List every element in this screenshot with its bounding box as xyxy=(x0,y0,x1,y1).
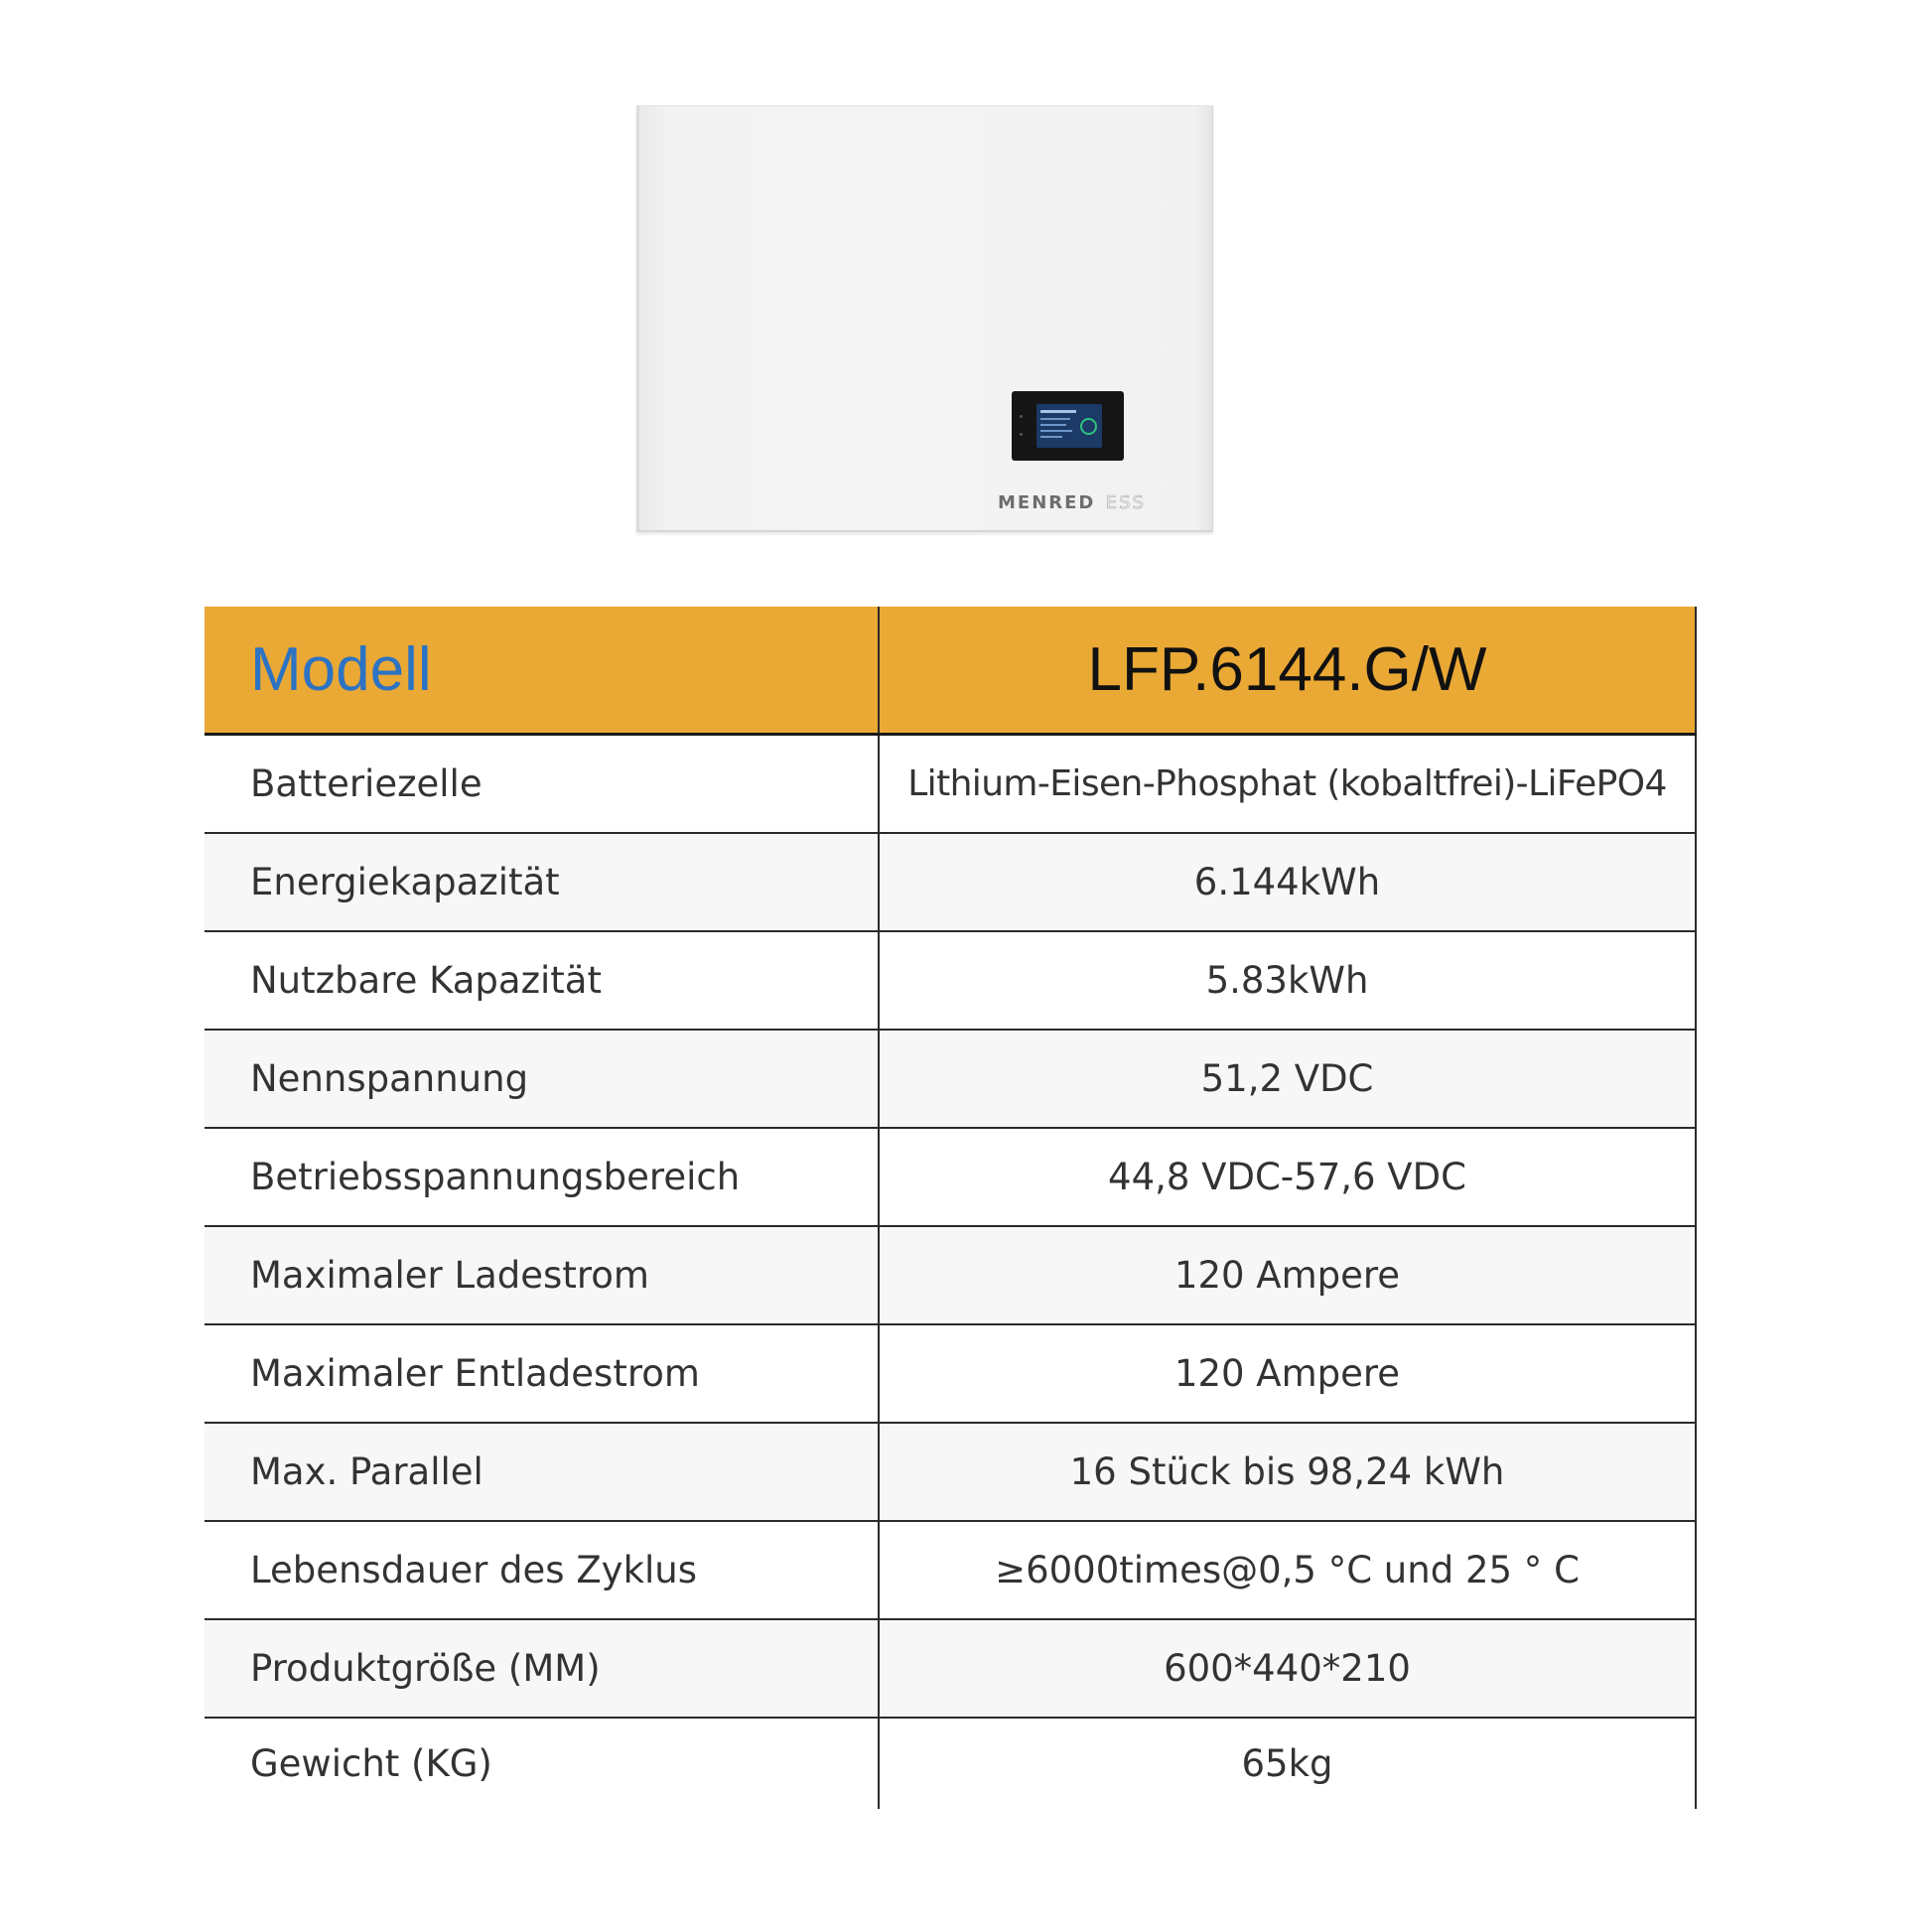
spec-row-operating-voltage-range xyxy=(205,1128,1696,1226)
screen-header-bar xyxy=(1040,410,1076,413)
spec-label: Produktgröße (MM) xyxy=(205,1619,879,1718)
spec-value: 51,2 VDC xyxy=(879,1030,1696,1128)
spec-label: Max. Parallel xyxy=(205,1423,879,1521)
battery-display-panel xyxy=(1012,391,1124,461)
spec-row-max-discharge-current xyxy=(205,1324,1696,1423)
spec-row-max-charge-current xyxy=(205,1226,1696,1324)
indicator-dot-icon xyxy=(1020,415,1023,418)
spec-row-max-parallel xyxy=(205,1423,1696,1521)
battery-display-screen xyxy=(1036,404,1102,448)
spec-label: Gewicht (KG) xyxy=(205,1718,879,1809)
brand-logo xyxy=(998,492,1146,513)
spec-label: Energiekapazität xyxy=(205,833,879,931)
header-model-value: LFP.6144.G/W xyxy=(879,607,1696,735)
spec-row-usable-capacity xyxy=(205,931,1696,1030)
spec-value: ≥6000times@0,5 °C und 25 ° C xyxy=(879,1521,1696,1619)
screen-line xyxy=(1040,430,1072,432)
spec-value: 6.144kWh xyxy=(879,833,1696,931)
brand-suffix: ESS xyxy=(1105,492,1146,513)
spec-row-weight xyxy=(205,1718,1696,1809)
screen-line xyxy=(1040,436,1062,438)
spec-value: 16 Stück bis 98,24 kWh xyxy=(879,1423,1696,1521)
spec-label: Nennspannung xyxy=(205,1030,879,1128)
screen-line xyxy=(1040,424,1066,426)
spec-table-header-row xyxy=(205,607,1696,735)
spec-value: 65kg xyxy=(879,1718,1696,1809)
spec-row-cycle-life xyxy=(205,1521,1696,1619)
spec-value: 5.83kWh xyxy=(879,931,1696,1030)
spec-value: Lithium-Eisen-Phosphat (kobaltfrei)-LiFePO4 xyxy=(879,735,1696,834)
spec-value: 120 Ampere xyxy=(879,1324,1696,1423)
indicator-dot-icon xyxy=(1020,433,1023,436)
spec-label: Betriebsspannungsbereich xyxy=(205,1128,879,1226)
spec-table xyxy=(205,607,1697,1809)
header-label: Modell xyxy=(205,607,879,735)
spec-label: Lebensdauer des Zyklus xyxy=(205,1521,879,1619)
spec-row-energy-capacity xyxy=(205,833,1696,931)
spec-row-nominal-voltage xyxy=(205,1030,1696,1128)
spec-label: Nutzbare Kapazität xyxy=(205,931,879,1030)
spec-value: 120 Ampere xyxy=(879,1226,1696,1324)
spec-label: Maximaler Entladestrom xyxy=(205,1324,879,1423)
spec-label: Batteriezelle xyxy=(205,735,879,834)
spec-label: Maximaler Ladestrom xyxy=(205,1226,879,1324)
spec-row-battery-cell xyxy=(205,735,1696,834)
brand-name: MENRED xyxy=(998,492,1096,513)
battery-product-image xyxy=(636,105,1213,532)
spec-value: 600*440*210 xyxy=(879,1619,1696,1718)
spec-row-product-size xyxy=(205,1619,1696,1718)
screen-line xyxy=(1040,418,1070,420)
charge-ring-icon xyxy=(1080,418,1097,435)
spec-value: 44,8 VDC-57,6 VDC xyxy=(879,1128,1696,1226)
